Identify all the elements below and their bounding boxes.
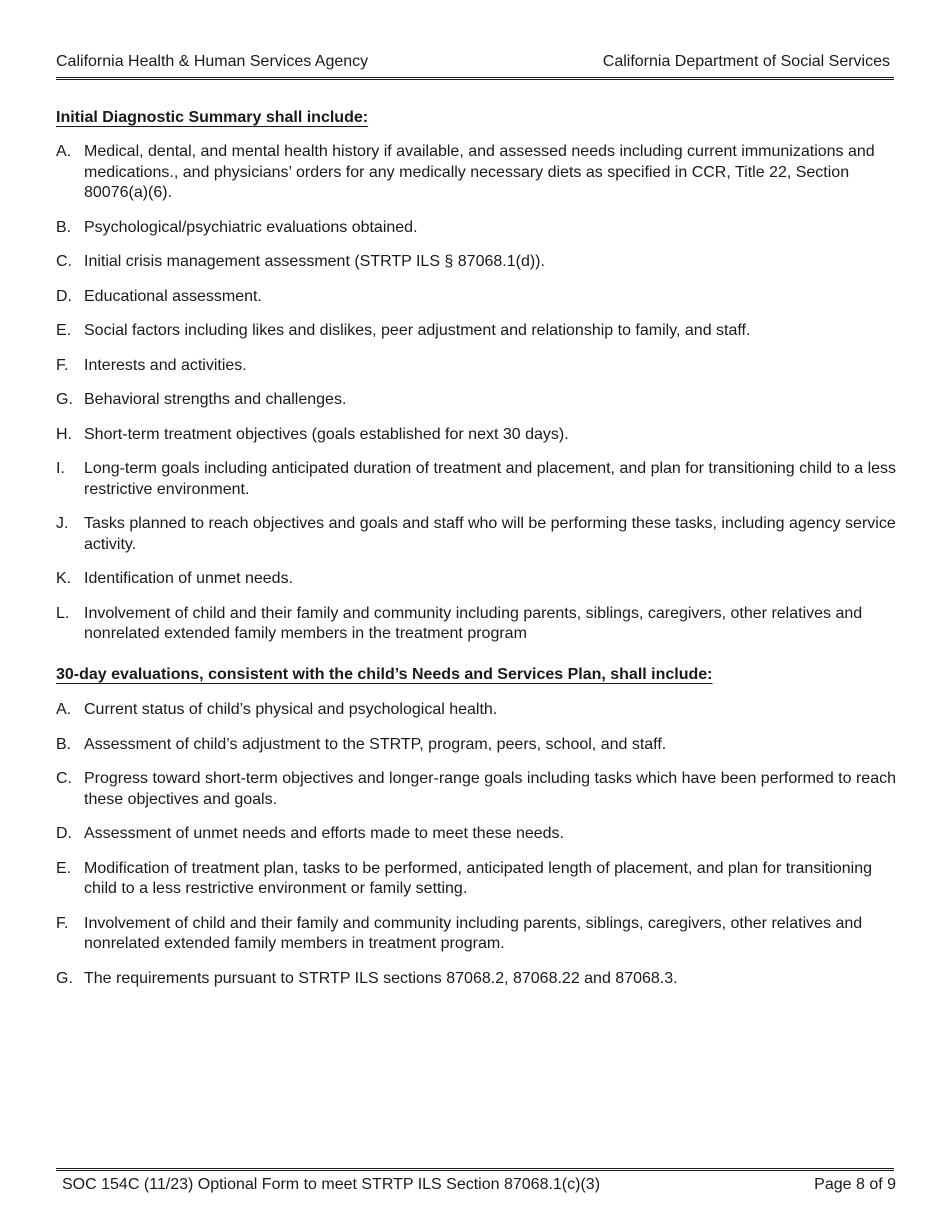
list-item-text: Social factors including likes and dislikes, peer adjustment and relationship to family, and staff. xyxy=(84,322,751,339)
list-item xyxy=(56,390,898,411)
list-item xyxy=(56,969,898,990)
list-item xyxy=(56,700,898,721)
list-item xyxy=(56,914,898,955)
list-item-text: Initial crisis management assessment (STRTP ILS § 87068.1(d)). xyxy=(84,253,545,270)
list-item-letter: A. xyxy=(56,143,72,160)
list-item-letter: A. xyxy=(56,701,72,718)
list-item-text: Modification of treatment plan, tasks to be performed, anticipated length of placement, and plan for transitioning child to a less restrictive environment or family setting. xyxy=(84,859,873,897)
page-number: Page 8 of 9 xyxy=(814,1176,896,1193)
list-item-letter: H. xyxy=(56,425,72,443)
list-item-letter: F. xyxy=(56,356,69,374)
list-item xyxy=(56,459,898,500)
list-item-text: Behavioral strengths and challenges. xyxy=(84,391,347,408)
section-title-initial-diagnostic: Initial Diagnostic Summary shall include: xyxy=(56,109,369,126)
list-item-letter: D. xyxy=(56,287,72,305)
list-item-letter: C. xyxy=(56,253,72,270)
list-item-text: Assessment of child’s adjustment to the STRTP, program, peers, school, and staff. xyxy=(84,735,667,753)
list-item xyxy=(56,321,898,342)
list-item xyxy=(56,425,898,446)
list-item-letter: K. xyxy=(56,570,72,587)
list-item-text: Interests and activities. xyxy=(84,356,247,374)
list-item-letter: D. xyxy=(56,825,72,842)
list-item-letter: C. xyxy=(56,770,72,787)
section-title-30-day-evaluations: 30-day evaluations, consistent with the child’s Needs and Services Plan, shall include: xyxy=(56,666,713,683)
list-item xyxy=(56,824,898,845)
list-item-text: Assessment of unmet needs and efforts made to meet these needs. xyxy=(84,825,564,842)
list-item-text: The requirements pursuant to STRTP ILS sections 87068.2, 87068.22 and 87068.3. xyxy=(84,969,678,987)
initial-diagnostic-list xyxy=(56,142,898,659)
list-item-letter: B. xyxy=(56,735,72,753)
list-item xyxy=(56,514,898,555)
list-item-text: Tasks planned to reach objectives and goals and staff who will be performing these tasks, including agency service activity. xyxy=(84,515,896,553)
list-item-text: Long-term goals including anticipated duration of treatment and placement, and plan for transitioning child to a less restrictive environment. xyxy=(84,460,897,498)
list-item-letter: E. xyxy=(56,322,72,339)
list-item-letter: B. xyxy=(56,218,72,236)
list-item xyxy=(56,735,898,756)
list-item-text: Current status of child’s physical and psychological health. xyxy=(84,701,498,718)
list-item-text: Involvement of child and their family and community including parents, siblings, caregivers, other relatives and nonrelated extended family members in treatment program. xyxy=(84,914,863,952)
list-item-text: Psychological/psychiatric evaluations obtained. xyxy=(84,218,418,236)
list-item-letter: G. xyxy=(56,391,73,408)
thirty-day-evaluation-list xyxy=(56,700,898,1003)
list-item xyxy=(56,859,898,900)
list-item-letter: J. xyxy=(56,515,69,532)
list-item xyxy=(56,769,898,810)
form-identifier: SOC 154C (11/23) Optional Form to meet STRTP ILS Section 87068.1(c)(3) xyxy=(62,1176,601,1193)
list-item-text: Educational assessment. xyxy=(84,287,262,305)
list-item-letter: I. xyxy=(56,460,65,477)
department-name: California Department of Social Services xyxy=(602,53,890,70)
list-item xyxy=(56,604,898,645)
list-item-text: Short-term treatment objectives (goals established for next 30 days). xyxy=(84,425,569,443)
list-item xyxy=(56,287,898,308)
list-item-text: Medical, dental, and mental health history if available, and assessed needs including current immunizations and medications., and physicians’ orders for any medically necessary diets as specified in CCR, Title 22, Section 80076(a)(6). xyxy=(84,143,875,201)
list-item-text: Progress toward short-term objectives and longer-range goals including tasks which have been performed to reach these objectives and goals. xyxy=(84,770,896,808)
list-item-letter: E. xyxy=(56,859,72,877)
list-item xyxy=(56,252,898,273)
list-item xyxy=(56,218,898,239)
list-item xyxy=(56,142,898,204)
list-item-letter: F. xyxy=(56,914,69,932)
list-item-letter: L. xyxy=(56,604,70,622)
list-item-letter: G. xyxy=(56,969,73,987)
footer-divider xyxy=(56,1168,894,1171)
agency-name: California Health & Human Services Agency xyxy=(56,53,369,70)
list-item xyxy=(56,356,898,377)
list-item-text: Involvement of child and their family and community including parents, siblings, caregivers, other relatives and nonrelated extended family members in the treatment program xyxy=(84,604,863,642)
list-item xyxy=(56,569,898,590)
list-item-text: Identification of unmet needs. xyxy=(84,570,294,587)
header-divider xyxy=(56,77,894,80)
